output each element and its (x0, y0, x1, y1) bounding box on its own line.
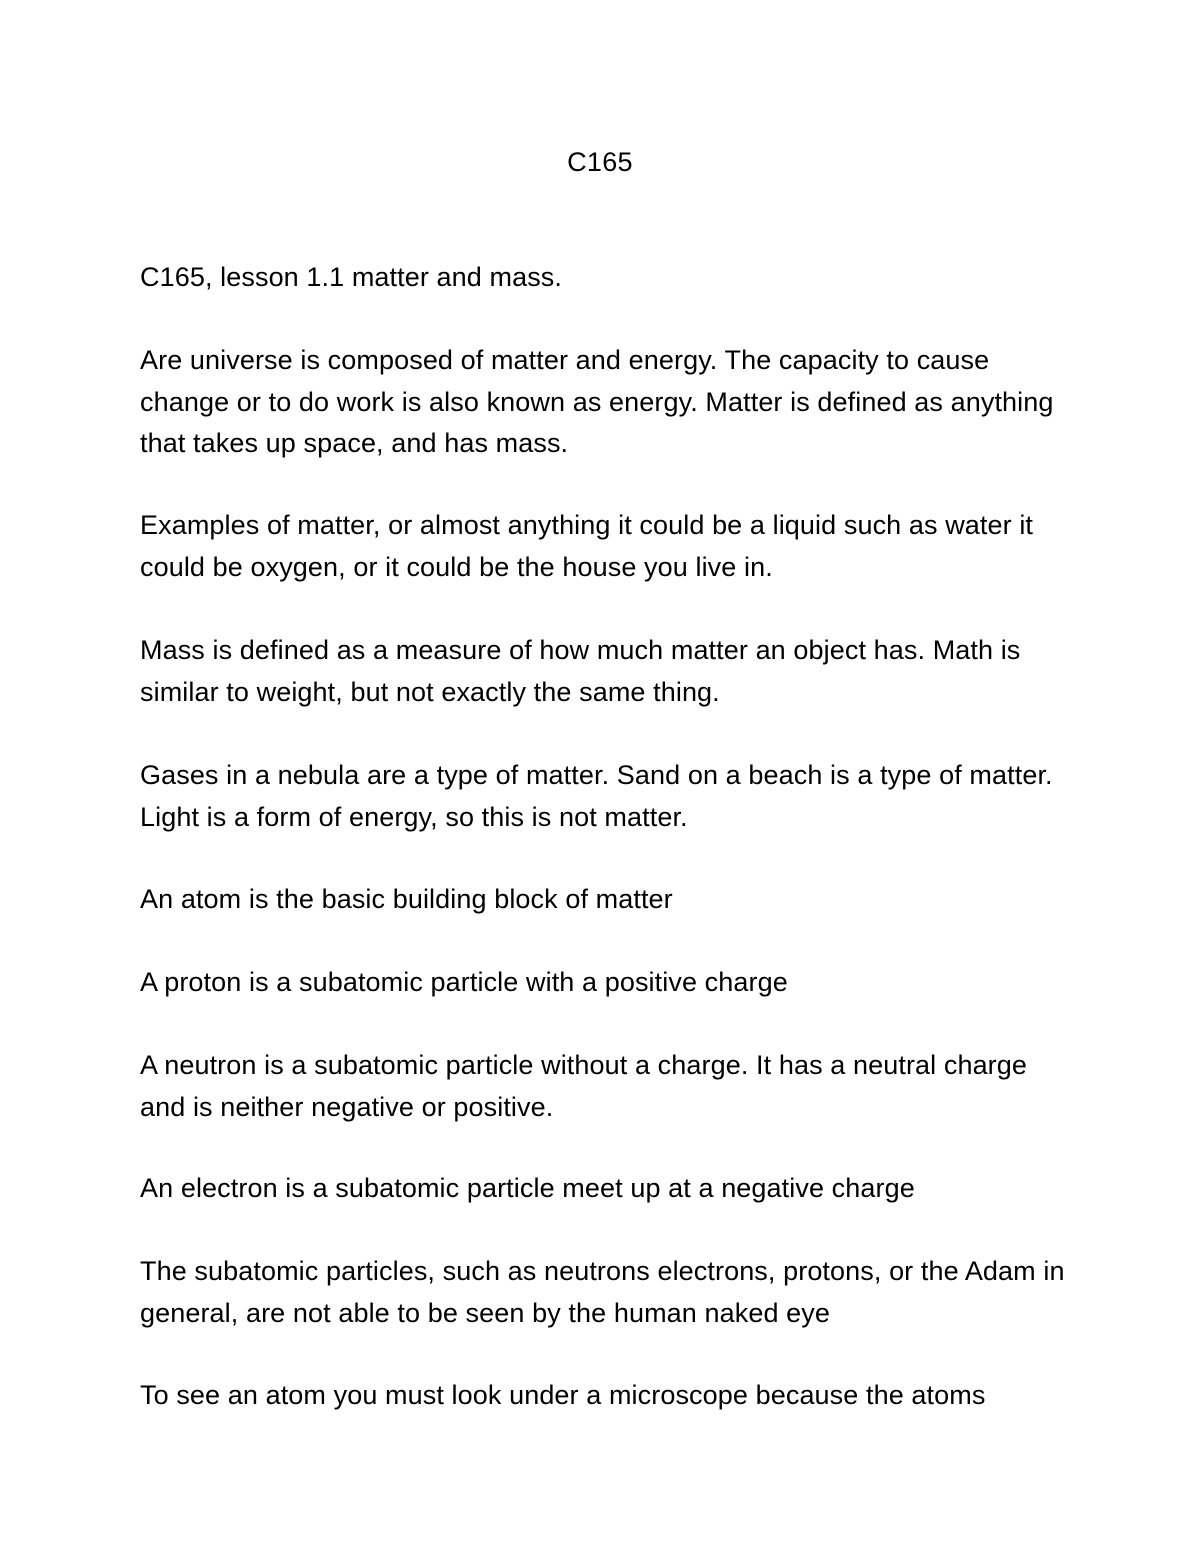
paragraph-subatomic: The subatomic particles, such as neutrons electrons, protons, or the Adam in general, are not able to be seen by the human naked eye (140, 1256, 1065, 1328)
paragraph-examples: Examples of matter, or almost anything it could be a liquid such as water it could be oxygen, or it could be the house you live in. (140, 510, 1034, 582)
paragraph-neutron: A neutron is a subatomic particle without a charge. It has a neutral charge and is neither negative or positive. (140, 1050, 1028, 1122)
page-header: C165 (567, 147, 633, 177)
paragraph-gases: Gases in a nebula are a type of matter. Sand on a beach is a type of matter. Light is a form of energy, so this is not matter. (140, 760, 1053, 832)
paragraph-electron: An electron is a subatomic particle meet up at a negative charge (140, 1173, 915, 1203)
lesson-title: C165, lesson 1.1 matter and mass. (140, 262, 563, 292)
paragraph-proton: A proton is a subatomic particle with a positive charge (140, 967, 788, 997)
paragraph-microscope: To see an atom you must look under a microscope because the atoms (140, 1380, 986, 1410)
paragraph-universe: Are universe is composed of matter and energy. The capacity to cause change or to do work is also known as energy. Matter is defined as anything that takes up space, and has mass. (140, 345, 1054, 458)
paragraph-atom: An atom is the basic building block of matter (140, 884, 673, 914)
paragraph-mass: Mass is defined as a measure of how much matter an object has. Math is similar to weight, but not exactly the same thing. (140, 635, 1021, 707)
